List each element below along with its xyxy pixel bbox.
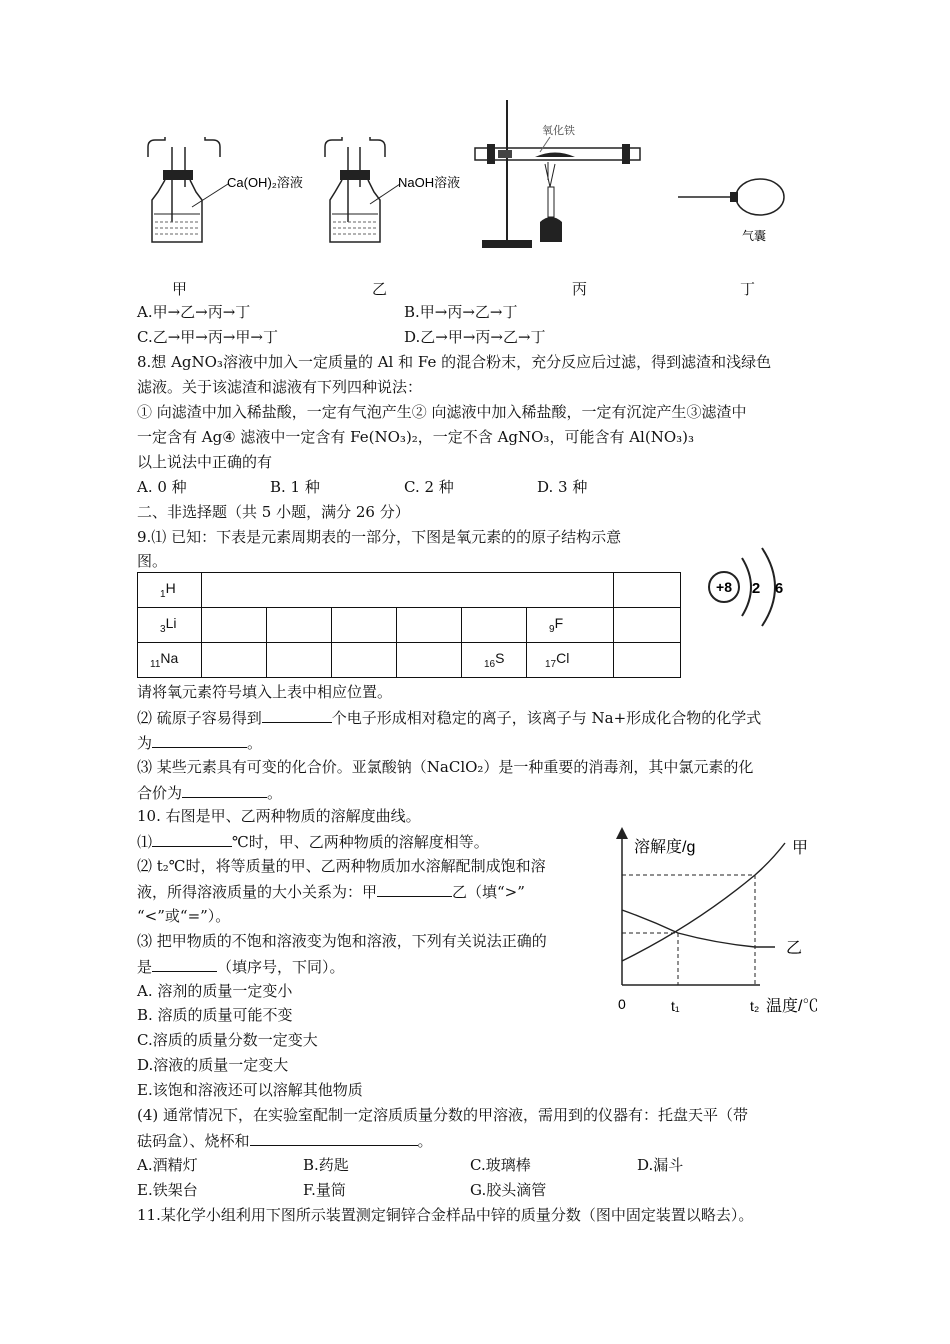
caption-ding: 丁 (740, 280, 756, 298)
q9-line-1: 9.⑴ 已知：下表是元素周期表的一部分，下图是氧元素的的原子结构示意 (137, 528, 622, 546)
gas-bag-ding (678, 179, 784, 215)
solubility-chart (600, 825, 835, 1020)
cell-empty (202, 643, 267, 678)
q7-option-d: D.乙→甲→丙→乙→丁 (404, 328, 546, 346)
cell-empty-gap (202, 573, 614, 608)
q9-line-4: ⑵ 硫原子容易得到 个电子形成相对稳定的离子，该离子与 Na+形成化合物的化学式 (137, 709, 762, 727)
iron-stand-and-tube-bing (475, 100, 640, 248)
shell-2-electrons: 6 (774, 580, 784, 597)
q8-line-4: 一定含有 Ag④ 滤液中一定含有 Fe(NO₃)₂，一定不含 AgNO₃，可能含有 Al(NO₃)₃ (137, 428, 694, 446)
instrument-a: A.酒精灯 (137, 1156, 198, 1174)
q10-line-1: 10. 右图是甲、乙两种物质的溶解度曲线。 (137, 807, 421, 825)
x-axis-label: 温度/℃ (766, 998, 819, 1015)
oxygen-atom-structure (700, 540, 800, 640)
cell-empty (614, 643, 681, 678)
apparatus-diagram (130, 92, 810, 262)
cell-empty (397, 608, 462, 643)
series-yi-curve (622, 910, 775, 947)
tick-label-0: 0 (618, 996, 626, 1012)
q10-option-d: D.溶液的质量一定变大 (137, 1056, 289, 1074)
cell-empty (267, 643, 332, 678)
q8-option-d: D. 3 种 (537, 478, 588, 496)
q8-line-3: ① 向滤渣中加入稀盐酸，一定有气泡产生② 向滤液中加入稀盐酸，一定有沉淀产生③滤渣中 (137, 403, 747, 421)
q10-line-8: (4) 通常情况下，在实验室配制一定溶质质量分数的甲溶液，需用到的仪器有：托盘天平（带 (137, 1106, 749, 1124)
caption-bing: 丙 (572, 280, 588, 298)
caption-yi: 乙 (372, 280, 388, 298)
caption-jia: 甲 (172, 280, 188, 298)
q9-line-6: ⑶ 某些元素具有可变的化合价。亚氯酸钠（NaClO₂）是一种重要的消毒剂，其中氯元素的化 (137, 758, 754, 776)
q7-option-b: B.甲→丙→乙→丁 (404, 303, 518, 321)
q10-line-7: 是 （填序号，下同）。 (137, 958, 345, 976)
q10-line-3: ⑵ t₂℃时，将等质量的甲、乙两种物质加水溶解配制成饱和溶 (137, 857, 546, 875)
answer-blank[interactable] (250, 1130, 418, 1146)
cell-empty (267, 608, 332, 643)
q10-option-a: A. 溶剂的质量一定变小 (137, 982, 293, 1000)
cell-h: $_1$H (138, 573, 202, 608)
q8-option-a: A. 0 种 (137, 478, 187, 496)
instrument-g: G.胶头滴管 (470, 1181, 547, 1199)
answer-blank[interactable] (182, 782, 267, 798)
q7-option-a: A.甲→乙→丙→丁 (137, 303, 251, 321)
answer-blank[interactable] (152, 831, 232, 847)
cell-na: $_{11}$Na (138, 643, 202, 678)
q8-option-b: B. 1 种 (270, 478, 320, 496)
q10-line-9: 砝码盒）、烧杯和 。 (137, 1132, 433, 1150)
yi-reagent-label: NaOH溶液 (398, 175, 461, 190)
cell-s: $_{16}$S (462, 643, 527, 678)
iron-oxide-label: 氧化铁 (542, 125, 575, 137)
y-axis-label: 溶解度/g (634, 839, 696, 856)
instrument-b: B.药匙 (303, 1156, 349, 1174)
q10-option-c: C.溶质的质量分数一定变大 (137, 1031, 318, 1049)
q7-option-c: C.乙→甲→丙→甲→丁 (137, 328, 278, 346)
instrument-d: D.漏斗 (637, 1156, 684, 1174)
series-jia-label: 甲 (792, 840, 809, 857)
instrument-f: F.量筒 (303, 1181, 346, 1199)
answer-blank[interactable] (152, 956, 217, 972)
q11-line-1: 11.某化学小组利用下图所示装置测定铜锌合金样品中锌的质量分数（图中固定装置以略去）。 (137, 1206, 754, 1224)
series-jia-curve (622, 843, 785, 961)
gas-bag-label: 气囊 (742, 229, 767, 243)
periodic-table-fragment (137, 572, 681, 678)
cell-li: $_3$Li (138, 608, 202, 643)
series-yi-label: 乙 (786, 940, 803, 957)
q9-line-7: 合价为 。 (137, 784, 283, 802)
instrument-e: E.铁架台 (137, 1181, 198, 1199)
q10-line-6: ⑶ 把甲物质的不饱和溶液变为饱和溶液，下列有关说法正确的 (137, 932, 547, 950)
instrument-c: C.玻璃棒 (470, 1156, 531, 1174)
tick-label-t1: t₁ (671, 998, 680, 1014)
gas-washing-bottle-jia (148, 137, 228, 242)
q10-line-5: “<”或“=”）。 (137, 907, 231, 925)
cell-empty (332, 608, 397, 643)
q10-line-2: ⑴ ℃时，甲、乙两种物质的溶解度相等。 (137, 833, 489, 851)
cell-group-18-row1 (614, 573, 681, 608)
answer-blank[interactable] (152, 732, 247, 748)
cell-empty (332, 643, 397, 678)
nucleus-charge: +8 (716, 579, 732, 595)
q10-line-4: 液，所得溶液质量的大小关系为：甲 乙（填“>” (137, 883, 525, 901)
shell-1-electrons: 2 (751, 580, 761, 597)
q10-option-b: B. 溶质的质量可能不变 (137, 1006, 293, 1024)
cell-empty (614, 608, 681, 643)
cell-f: $_9$F (527, 608, 614, 643)
cell-empty (397, 643, 462, 678)
q9-line-3: 请将氧元素符号填入上表中相应位置。 (137, 683, 393, 701)
q9-line-2: 图。 (137, 552, 168, 570)
q8-option-c: C. 2 种 (404, 478, 454, 496)
gas-washing-bottle-yi (325, 137, 400, 242)
answer-blank[interactable] (262, 707, 332, 723)
cell-empty (462, 608, 527, 643)
cell-empty (202, 608, 267, 643)
q8-line-5: 以上说法中正确的有 (137, 453, 273, 471)
tick-label-t2: t₂ (750, 998, 760, 1014)
q8-line-2: 滤液。关于该滤渣和滤液有下列四种说法： (137, 378, 423, 396)
q10-option-e: E.该饱和溶液还可以溶解其他物质 (137, 1081, 363, 1099)
q9-line-5: 为 。 (137, 734, 263, 752)
jia-reagent-label: Ca(OH)₂溶液 (227, 175, 303, 190)
cell-cl: $_{17}$Cl (527, 643, 614, 678)
section-2-heading: 二、非选择题（共 5 小题，满分 26 分） (137, 503, 410, 521)
q8-line-1: 8.想 AgNO₃溶液中加入一定质量的 Al 和 Fe 的混合粉末，充分反应后过滤，得到滤渣和浅绿色 (137, 353, 772, 371)
answer-blank[interactable] (377, 881, 452, 897)
